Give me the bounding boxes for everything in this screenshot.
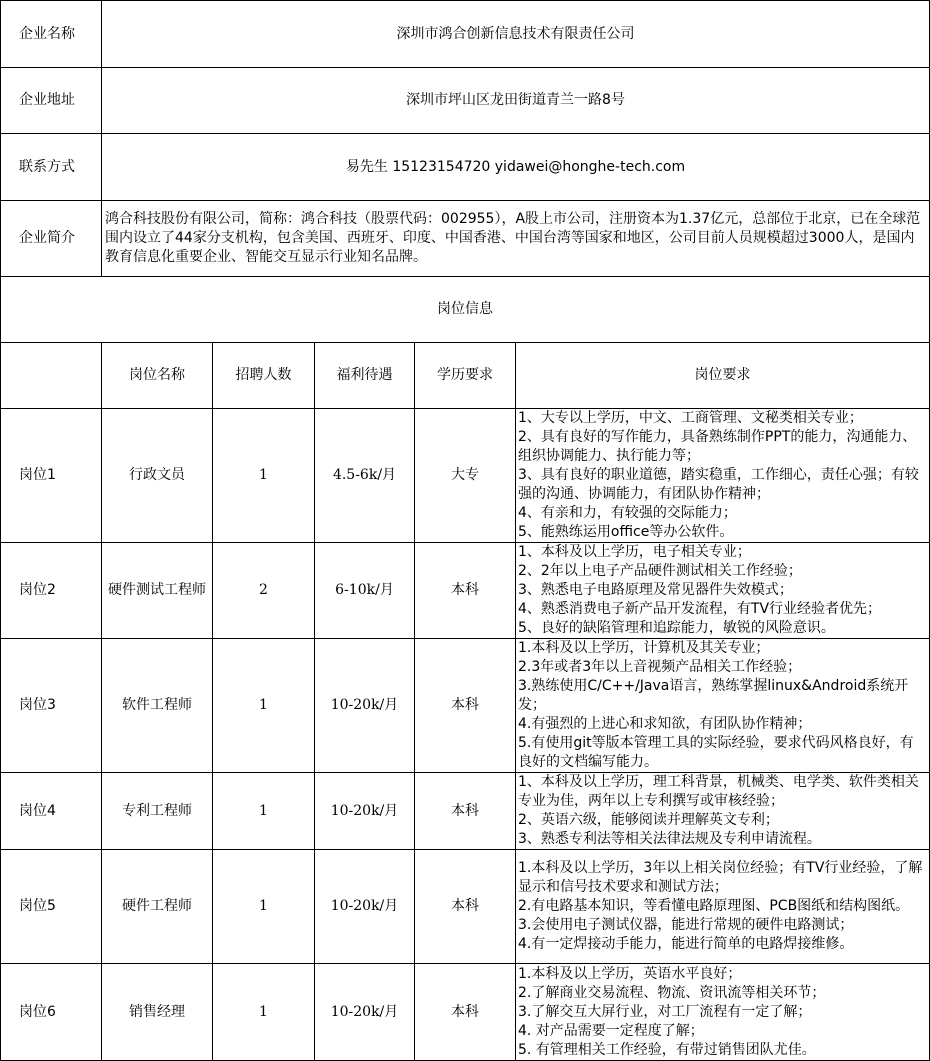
requirement-item: 4. 对产品需要一定程度了解； bbox=[518, 1022, 704, 1039]
position-salary: 6-10k/月 bbox=[315, 543, 415, 639]
intro-label: 企业简介 bbox=[1, 201, 102, 277]
position-row-4 bbox=[1, 773, 930, 850]
requirement-item: 2.了解商业交易流程、物流、资讯流等相关环节； bbox=[518, 984, 826, 1001]
requirement-item: 1、大专以上学历，中文、工商管理、文秘类相关专业； bbox=[518, 410, 863, 426]
position-label: 岗位2 bbox=[1, 543, 102, 639]
requirement-item: 4.有强烈的上进心和求知欲，有团队协作精神； bbox=[518, 716, 812, 732]
position-requirements bbox=[516, 773, 930, 850]
position-row-3 bbox=[1, 639, 930, 773]
header-name: 岗位名称 bbox=[102, 343, 213, 409]
requirement-item: 5. 有管理相关工作经验，有带过销售团队尤佳。 bbox=[518, 1041, 816, 1058]
header-count: 招聘人数 bbox=[213, 343, 315, 409]
position-name: 硬件测试工程师 bbox=[102, 543, 213, 639]
position-count: 2 bbox=[213, 543, 315, 639]
position-requirements bbox=[516, 409, 930, 543]
positions-title: 岗位信息 bbox=[1, 277, 930, 343]
position-label: 岗位1 bbox=[1, 409, 102, 543]
requirement-item: 4、熟悉消费电子新产品开发流程，有TV行业经验者优先； bbox=[518, 601, 882, 617]
position-label: 岗位4 bbox=[1, 773, 102, 850]
position-education: 大专 bbox=[415, 409, 516, 543]
intro-row bbox=[1, 201, 930, 277]
requirement-item: 2、英语六级，能够阅读并理解英文专利； bbox=[518, 812, 779, 828]
requirement-item: 1.本科及以上学历，英语水平良好； bbox=[518, 965, 742, 982]
requirement-item: 2.3年或者3年以上音视频产品相关工作经验； bbox=[518, 659, 802, 675]
position-salary: 10-20k/月 bbox=[315, 850, 415, 964]
company-address-label: 企业地址 bbox=[1, 68, 102, 134]
position-count: 1 bbox=[213, 964, 315, 1061]
position-row-6 bbox=[1, 964, 930, 1061]
position-salary: 10-20k/月 bbox=[315, 964, 415, 1061]
requirement-item: 3.会使用电子测试仪器，能进行常规的硬件电路测试； bbox=[518, 917, 854, 933]
requirement-item: 4.有一定焊接动手能力，能进行简单的电路焊接维修。 bbox=[518, 936, 854, 952]
header-salary: 福利待遇 bbox=[315, 343, 415, 409]
position-education: 本科 bbox=[415, 964, 516, 1061]
requirement-item: 5.有使用git等版本管理工具的实际经验，要求代码风格良好，有良好的文档编写能力。 bbox=[518, 735, 914, 770]
position-salary: 10-20k/月 bbox=[315, 773, 415, 850]
requirement-item: 2、2年以上电子产品硬件测试相关工作经验； bbox=[518, 563, 802, 579]
requirement-item: 3.熟练使用C/C++/Java语言，熟练掌握linux&Android系统开发； bbox=[518, 678, 909, 713]
intro-value: 鸿合科技股份有限公司，简称：鸿合科技（股票代码：002955），A股上市公司，注册资本为1.37亿元，总部位于北京，已在全球范围内设立了44家分支机构，包含美国、西班牙、印度、中国香港、中国台湾等国家和地区，公司目前人员规模超过3000人，是国内教育信息化重要企业、智能交互显示行业知名品牌。 bbox=[102, 201, 930, 277]
requirement-item: 5、良好的缺陷管理和追踪能力，敏锐的风险意识。 bbox=[518, 620, 835, 636]
position-name: 销售经理 bbox=[102, 964, 213, 1061]
requirement-item: 3、具有良好的职业道德，踏实稳重，工作细心，责任心强；有较强的沟通、协调能力，有团队协作精神； bbox=[518, 467, 919, 502]
position-requirements bbox=[516, 964, 930, 1061]
requirement-item: 1、本科及以上学历，理工科背景，机械类、电学类、软件类相关专业为佳，两年以上专利撰写或审核经验； bbox=[518, 774, 919, 809]
contact-value: 易先生 15123154720 yidawei@honghe-tech.com bbox=[102, 134, 930, 201]
requirement-item: 5、能熟练运用office等办公软件。 bbox=[518, 524, 734, 540]
contact-label: 联系方式 bbox=[1, 134, 102, 201]
position-education: 本科 bbox=[415, 850, 516, 964]
position-education: 本科 bbox=[415, 773, 516, 850]
requirement-item: 3、熟悉专利法等相关法律法规及专利申请流程。 bbox=[518, 831, 821, 847]
position-salary: 4.5-6k/月 bbox=[315, 409, 415, 543]
requirement-item: 2.有电路基本知识，等看懂电路原理图、PCB图纸和结构图纸。 bbox=[518, 898, 910, 914]
position-count: 1 bbox=[213, 773, 315, 850]
requirement-item: 1、本科及以上学历，电子相关专业； bbox=[518, 544, 751, 560]
position-count: 1 bbox=[213, 850, 315, 964]
position-name: 硬件工程师 bbox=[102, 850, 213, 964]
company-address-row bbox=[1, 68, 930, 134]
contact-row bbox=[1, 134, 930, 201]
company-name-value: 深圳市鸿合创新信息技术有限责任公司 bbox=[102, 1, 930, 68]
header-requirements: 岗位要求 bbox=[516, 343, 930, 409]
position-row-2 bbox=[1, 543, 930, 639]
position-name: 专利工程师 bbox=[102, 773, 213, 850]
requirement-item: 4、有亲和力，有较强的交际能力； bbox=[518, 505, 737, 521]
company-address-value: 深圳市坪山区龙田街道青兰一路8号 bbox=[102, 68, 930, 134]
position-requirements bbox=[516, 639, 930, 773]
position-label: 岗位5 bbox=[1, 850, 102, 964]
position-education: 本科 bbox=[415, 639, 516, 773]
requirement-item: 1.本科及以上学历，计算机及其关专业； bbox=[518, 640, 770, 656]
position-count: 1 bbox=[213, 639, 315, 773]
positions-title-row bbox=[1, 277, 930, 343]
header-row bbox=[1, 343, 930, 409]
position-salary: 10-20k/月 bbox=[315, 639, 415, 773]
position-name: 行政文员 bbox=[102, 409, 213, 543]
position-requirements bbox=[516, 850, 930, 964]
position-label: 岗位3 bbox=[1, 639, 102, 773]
company-name-label: 企业名称 bbox=[1, 1, 102, 68]
requirement-item: 3、熟悉电子电路原理及常见器件失效模式； bbox=[518, 582, 793, 598]
requirement-item: 1.本科及以上学历，3年以上相关岗位经验；有TV行业经验，了解显示和信号技术要求和测试方法； bbox=[518, 860, 923, 895]
position-label: 岗位6 bbox=[1, 964, 102, 1061]
position-count: 1 bbox=[213, 409, 315, 543]
position-row-5 bbox=[1, 850, 930, 964]
position-row-1 bbox=[1, 409, 930, 543]
header-blank bbox=[1, 343, 102, 409]
position-education: 本科 bbox=[415, 543, 516, 639]
company-name-row bbox=[1, 1, 930, 68]
position-requirements bbox=[516, 543, 930, 639]
header-education: 学历要求 bbox=[415, 343, 516, 409]
position-name: 软件工程师 bbox=[102, 639, 213, 773]
requirement-item: 2、具有良好的写作能力，具备熟练制作PPT的能力，沟通能力、组织协调能力、执行能力等； bbox=[518, 429, 917, 464]
requirement-item: 3.了解交互大屏行业，对工厂流程有一定了解； bbox=[518, 1003, 812, 1020]
